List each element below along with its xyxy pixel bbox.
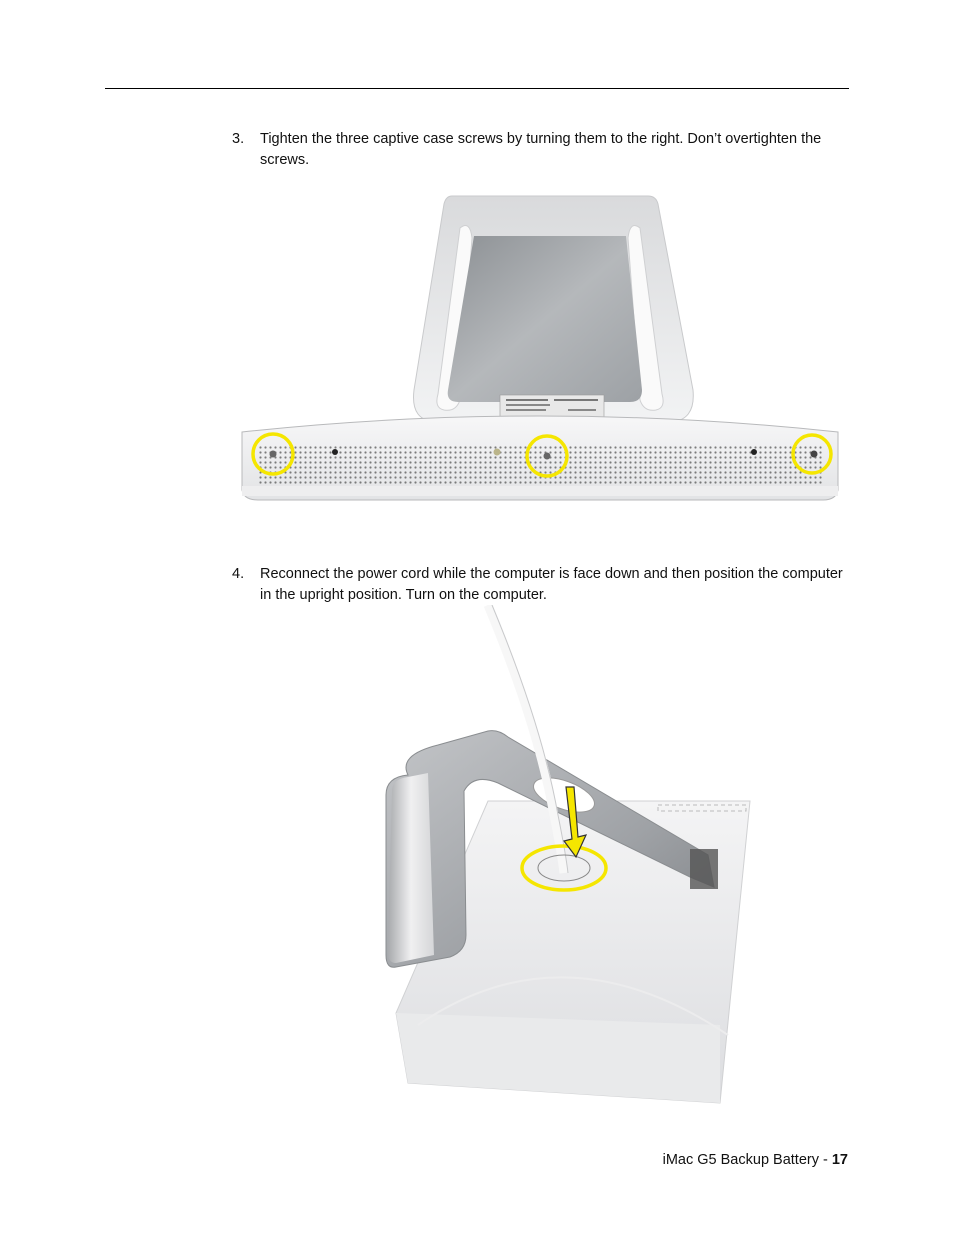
step-3 — [232, 129, 852, 171]
case-screws-illustration — [238, 190, 842, 505]
footer-title: iMac G5 Backup Battery - — [662, 1152, 832, 1168]
page-footer — [663, 1150, 848, 1170]
header-rule — [105, 88, 849, 89]
step-text: Reconnect the power cord while the computer is face down and then position the computer in the upright position. Turn on the computer. — [260, 566, 843, 603]
power-cord-drawing — [378, 605, 758, 1105]
power-cord-illustration — [378, 605, 758, 1105]
step-number: 3. — [232, 131, 245, 147]
step-4 — [232, 564, 852, 606]
step-number: 4. — [232, 566, 245, 582]
page-number: 17 — [831, 1152, 848, 1168]
step-text: Tighten the three captive case screws by turning them to the right. Don’t overtighten the screws. — [260, 131, 822, 168]
case-screws-drawing — [238, 190, 842, 505]
